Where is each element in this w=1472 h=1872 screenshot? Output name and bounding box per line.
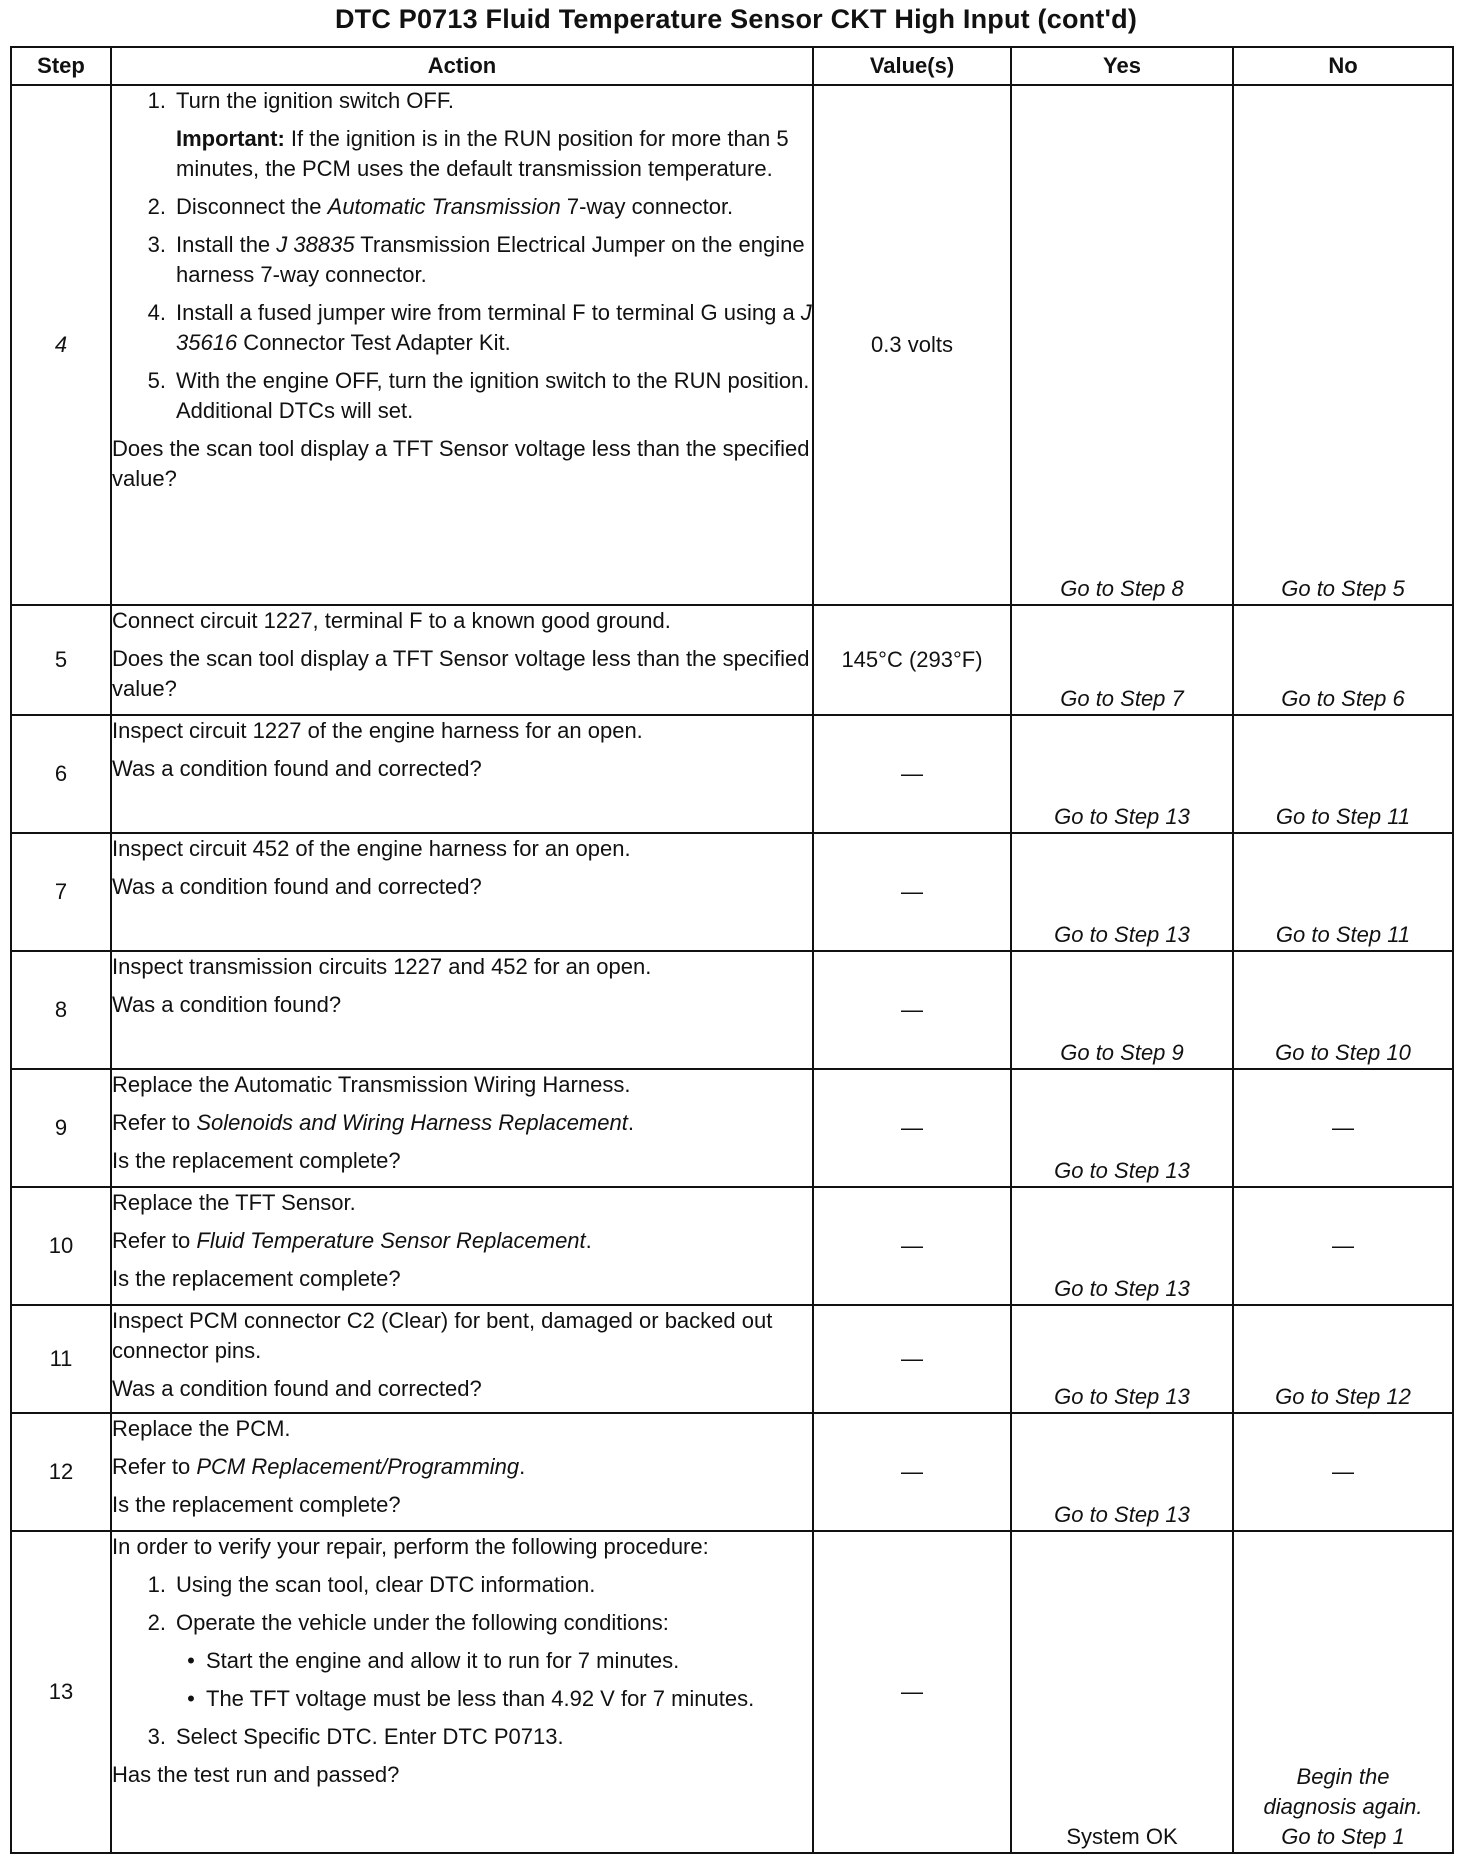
table-row xyxy=(11,833,1453,951)
yes-cell: Go to Step 13 xyxy=(1011,1305,1233,1413)
header-values: Value(s) xyxy=(813,47,1011,85)
action-text: Inspect circuit 1227 of the engine harness for an open. xyxy=(112,718,643,743)
action-text: Replace the TFT Sensor. xyxy=(112,1190,356,1215)
value-cell: — xyxy=(813,951,1011,1069)
action-cell xyxy=(111,1413,813,1531)
step-number: 11 xyxy=(11,1305,111,1413)
no-cell: Go to Step 11 xyxy=(1233,715,1453,833)
page-title: DTC P0713 Fluid Temperature Sensor CKT High Input (cont'd) xyxy=(334,4,1138,34)
reference-text: Refer to PCM Replacement/Programming. xyxy=(112,1454,526,1479)
no-cell: Go to Step 12 xyxy=(1233,1305,1453,1413)
action-text: Inspect circuit 452 of the engine harness for an open. xyxy=(112,836,631,861)
table-row xyxy=(11,951,1453,1069)
yes-cell: Go to Step 9 xyxy=(1011,951,1233,1069)
action-cell xyxy=(111,605,813,715)
table-row xyxy=(11,1531,1453,1853)
diagnostic-table xyxy=(10,46,1454,1854)
action-question: Is the replacement complete? xyxy=(112,1148,401,1173)
value-cell: — xyxy=(813,833,1011,951)
bullet-item: The TFT voltage must be less than 4.92 V for 7 minutes. xyxy=(206,1686,755,1711)
step-number: 5 xyxy=(11,605,111,715)
action-cell xyxy=(111,1069,813,1187)
no-cell: Go to Step 5 xyxy=(1233,85,1453,605)
yes-cell: Go to Step 13 xyxy=(1011,1187,1233,1305)
item-number: 3. xyxy=(147,1724,166,1749)
value-cell: — xyxy=(813,715,1011,833)
action-text: Connect circuit 1227, terminal F to a known good ground. xyxy=(112,608,671,633)
table-row xyxy=(11,1187,1453,1305)
action-text: Inspect PCM connector C2 (Clear) for bent, damaged or backed out connector pins. xyxy=(112,1308,773,1363)
no-cell: Go to Step 10 xyxy=(1233,951,1453,1069)
step-number: 4 xyxy=(11,85,111,605)
item-number: 4. xyxy=(147,300,166,325)
item-number: 1. xyxy=(147,1572,166,1597)
bullet-item: Start the engine and allow it to run for 7 minutes. xyxy=(206,1648,680,1673)
action-question: Does the scan tool display a TFT Sensor voltage less than the specified value? xyxy=(112,436,810,491)
action-text: Replace the PCM. xyxy=(112,1416,291,1441)
step-number: 10 xyxy=(11,1187,111,1305)
reference-text: Refer to Fluid Temperature Sensor Replacement. xyxy=(112,1228,592,1253)
action-item: Install a fused jumper wire from terminal F to terminal G using a J 35616 Connector Test Adapter Kit. xyxy=(176,300,812,355)
action-item: With the engine OFF, turn the ignition switch to the RUN position. Additional DTCs will set. xyxy=(176,368,810,423)
no-cell: — xyxy=(1233,1413,1453,1531)
table-row xyxy=(11,1413,1453,1531)
value-cell: — xyxy=(813,1069,1011,1187)
table-row xyxy=(11,1069,1453,1187)
header-action: Action xyxy=(111,47,813,85)
no-cell: Go to Step 11 xyxy=(1233,833,1453,951)
value-cell: — xyxy=(813,1305,1011,1413)
yes-cell: System OK xyxy=(1011,1531,1233,1853)
item-number: 2. xyxy=(147,194,166,219)
important-note xyxy=(112,124,812,184)
item-number: 2. xyxy=(147,1610,166,1635)
header-step: Step xyxy=(11,47,111,85)
action-question: Was a condition found and corrected? xyxy=(112,756,482,781)
yes-cell: Go to Step 7 xyxy=(1011,605,1233,715)
action-text: In order to verify your repair, perform the following procedure: xyxy=(112,1534,709,1559)
table-row xyxy=(11,715,1453,833)
action-item: Using the scan tool, clear DTC information. xyxy=(176,1572,596,1597)
bullet-glyph: • xyxy=(187,1648,195,1673)
yes-cell: Go to Step 13 xyxy=(1011,1069,1233,1187)
important-text: If the ignition is in the RUN position for more than 5 minutes, the PCM uses the default transmission temperature. xyxy=(176,126,789,181)
action-text: Inspect transmission circuits 1227 and 452 for an open. xyxy=(112,954,652,979)
action-cell xyxy=(111,85,813,605)
step-number: 9 xyxy=(11,1069,111,1187)
action-cell xyxy=(111,1531,813,1853)
header-yes: Yes xyxy=(1011,47,1233,85)
step-number: 7 xyxy=(11,833,111,951)
step-number: 6 xyxy=(11,715,111,833)
action-question: Was a condition found and corrected? xyxy=(112,874,482,899)
no-line: diagnosis again. xyxy=(1263,1794,1423,1819)
step-number: 8 xyxy=(11,951,111,1069)
step-number: 13 xyxy=(11,1531,111,1853)
action-cell xyxy=(111,715,813,833)
action-item: Install the J 38835 Transmission Electrical Jumper on the engine harness 7-way connector. xyxy=(176,232,805,287)
yes-cell: Go to Step 13 xyxy=(1011,833,1233,951)
no-line: Go to Step 1 xyxy=(1281,1824,1405,1849)
no-cell: Go to Step 6 xyxy=(1233,605,1453,715)
item-number: 1. xyxy=(147,88,166,113)
value-cell: — xyxy=(813,1531,1011,1853)
action-item: Select Specific DTC. Enter DTC P0713. xyxy=(176,1724,564,1749)
yes-cell: Go to Step 13 xyxy=(1011,715,1233,833)
action-question: Was a condition found? xyxy=(112,992,342,1017)
item-number: 3. xyxy=(147,232,166,257)
no-line: Begin the xyxy=(1296,1764,1390,1789)
action-cell xyxy=(111,1305,813,1413)
value-cell: — xyxy=(813,1187,1011,1305)
important-label: Important: xyxy=(176,126,285,151)
table-row xyxy=(11,85,1453,605)
step-number: 12 xyxy=(11,1413,111,1531)
action-question: Is the replacement complete? xyxy=(112,1492,401,1517)
action-cell xyxy=(111,951,813,1069)
action-question: Is the replacement complete? xyxy=(112,1266,401,1291)
table-row xyxy=(11,1305,1453,1413)
action-cell xyxy=(111,833,813,951)
action-cell xyxy=(111,1187,813,1305)
yes-cell: Go to Step 13 xyxy=(1011,1413,1233,1531)
no-cell: — xyxy=(1233,1069,1453,1187)
no-cell xyxy=(1233,1531,1453,1853)
bullet-glyph: • xyxy=(187,1686,195,1711)
action-question: Has the test run and passed? xyxy=(112,1762,400,1787)
action-question: Does the scan tool display a TFT Sensor voltage less than the specified value? xyxy=(112,646,810,701)
action-question: Was a condition found and corrected? xyxy=(112,1376,482,1401)
header-no: No xyxy=(1233,47,1453,85)
value-cell: 0.3 volts xyxy=(813,85,1011,605)
value-cell: 145°C (293°F) xyxy=(813,605,1011,715)
action-item: Turn the ignition switch OFF. xyxy=(176,88,454,113)
action-text: Replace the Automatic Transmission Wiring Harness. xyxy=(112,1072,631,1097)
action-item: Operate the vehicle under the following conditions: xyxy=(176,1610,669,1635)
reference-text: Refer to Solenoids and Wiring Harness Replacement. xyxy=(112,1110,634,1135)
action-item: Disconnect the Automatic Transmission 7-way connector. xyxy=(176,194,734,219)
no-cell: — xyxy=(1233,1187,1453,1305)
table-row xyxy=(11,605,1453,715)
item-number: 5. xyxy=(147,368,166,393)
header-row xyxy=(11,47,1453,85)
yes-cell: Go to Step 8 xyxy=(1011,85,1233,605)
value-cell: — xyxy=(813,1413,1011,1531)
